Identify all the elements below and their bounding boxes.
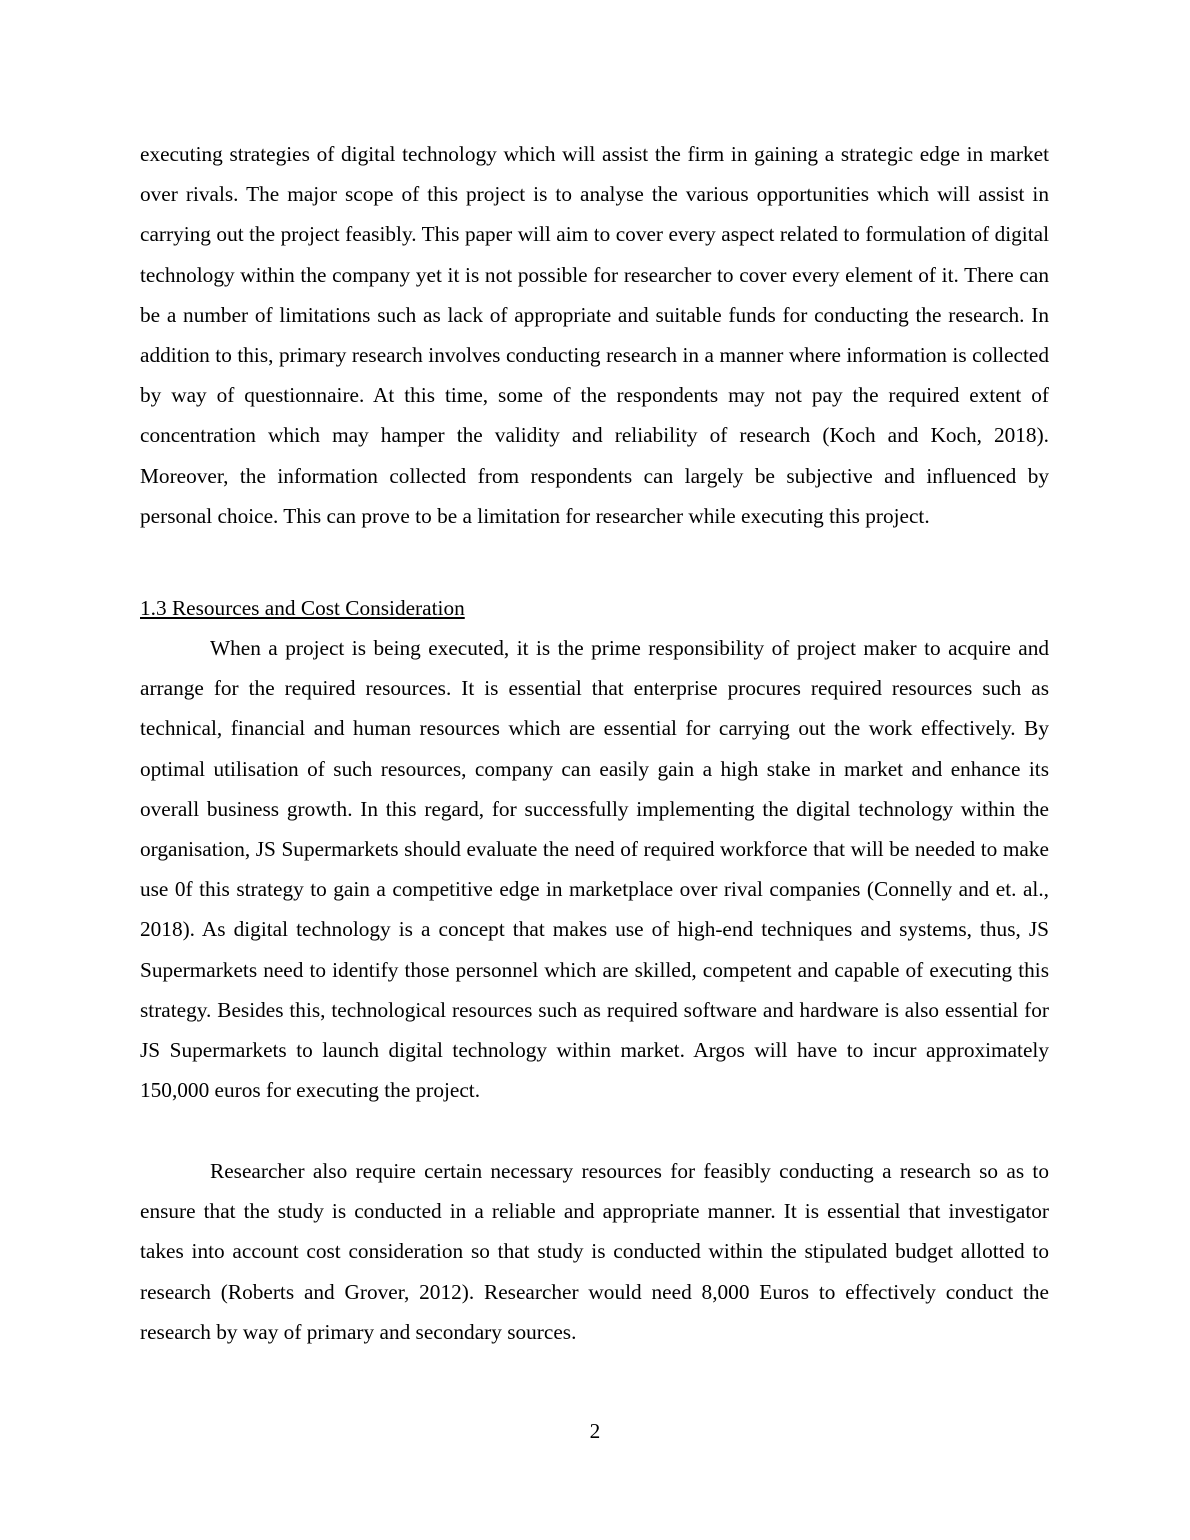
body-paragraph-resources: When a project is being executed, it is the prime responsibility of project maker to acquire and arrange for the required resources. It is essential that enterprise procures required resources such as technical, financial and human resources which are essential for carrying out the work effectively. By optimal utilisation of such resources, company can easily gain a high stake in market and enhance its overall business growth. In this regard, for successfully implementing the digital technology within the organisation, JS Supermarkets should evaluate the need of required workforce that will be needed to make use 0f this strategy to gain a competitive edge in marketplace over rival companies (Connelly and et. al., 2018). As digital technology is a concept that makes use of high-end techniques and systems, thus, JS Supermarkets need to identify those personnel which are skilled, competent and capable of executing this strategy. Besides this, technological resources such as required software and hardware is also essential for JS Supermarkets to launch digital technology within market. Argos will have to incur approximately 150,000 euros for executing the project.	[140, 636, 1049, 1103]
body-paragraph-research-cost: Researcher also require certain necessary resources for feasibly conducting a research so as to ensure that the study is conducted in a reliable and appropriate manner. It is essential that investigator takes into account cost consideration so that study is conducted within the stipulated budget allotted to research (Roberts and Grover, 2012). Researcher would need 8,000 Euros to effectively conduct the research by way of primary and secondary sources.	[140, 1159, 1049, 1344]
body-paragraph-scope-limitations: executing strategies of digital technology which will assist the firm in gaining a strategic edge in market over rivals. The major scope of this project is to analyse the various opportunities which will assist in carrying out the project feasibly. This paper will aim to cover every aspect related to formulation of digital technology within the company yet it is not possible for researcher to cover every element of it. There can be a number of limitations such as lack of appropriate and suitable funds for conducting the research. In addition to this, primary research involves conducting research in a manner where information is collected by way of questionnaire. At this time, some of the respondents may not pay the required extent of concentration which may hamper the validity and reliability of research (Koch and Koch, 2018). Moreover, the information collected from respondents can largely be subjective and influenced by personal choice. This can prove to be a limitation for researcher while executing this project.	[140, 142, 1049, 528]
section-heading-resources-cost: 1.3 Resources and Cost Consideration	[140, 596, 465, 620]
page-number: 2	[589, 1419, 601, 1443]
